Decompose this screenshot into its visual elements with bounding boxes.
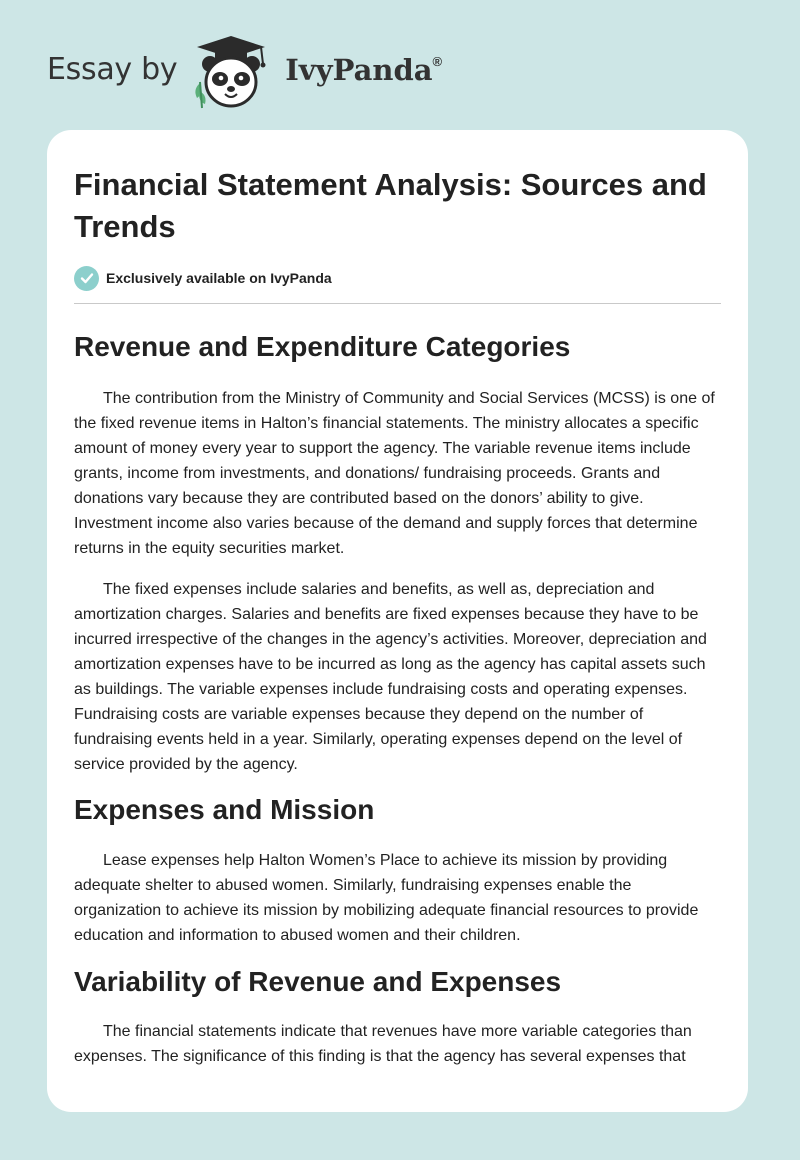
brand-name[interactable]: IvyPanda®: [285, 53, 443, 87]
essay-card: [47, 130, 748, 1112]
check-icon: [74, 266, 99, 291]
exclusive-text: Exclusively available on IvyPanda: [106, 270, 332, 286]
essay-by-label: Essay by: [47, 51, 178, 87]
paragraph: The financial statements indicate that revenues have more variable categories than expenses. The significance of this finding is that the agency has several expenses that: [74, 1023, 692, 1065]
section-heading: Revenue and Expenditure Categories: [74, 331, 571, 362]
site-header: [47, 32, 442, 112]
exclusive-badge: [74, 265, 721, 291]
section-heading: Expenses and Mission: [74, 794, 375, 825]
paragraph: Lease expenses help Halton Women’s Place to achieve its mission by providing adequate shelter to abused women. Similarly, fundraising expenses enable the organization to achieve its mission by mobilizing adequate financial resources to provide education and information to abused women and their children.: [74, 852, 699, 944]
essay-title: Financial Statement Analysis: Sources and Trends: [74, 167, 707, 244]
panda-logo-icon[interactable]: [191, 32, 283, 112]
paragraph: The fixed expenses include salaries and benefits, as well as, depreciation and amortization charges. Salaries and benefits are fixed expenses because they have to be incurred irrespective of the changes in the agency’s activities. Moreover, depreciation and amortization expenses have to be incurred as long as the agency has capital assets such as buildings. The variable expenses include fundraising costs and operating expenses. Fundraising costs are variable expenses because they depend on the number of fundraising events held in a year. Similarly, operating expenses depend on the level of service provided by the agency.: [74, 581, 707, 773]
paragraph: The contribution from the Ministry of Community and Social Services (MCSS) is one of the fixed revenue items in Halton’s financial statements. The ministry allocates a specific amount of money every year to support the agency. The variable revenue items include grants, income from investments, and donations/ fundraising proceeds. Grants and donations vary because they are contributed based on the donors’ ability to give. Investment income also varies because of the demand and supply forces that determine returns in the equity securities market.: [74, 390, 715, 557]
divider: [74, 303, 721, 304]
section-heading: Variability of Revenue and Expenses: [74, 966, 562, 997]
registered-mark: ®: [432, 54, 443, 69]
